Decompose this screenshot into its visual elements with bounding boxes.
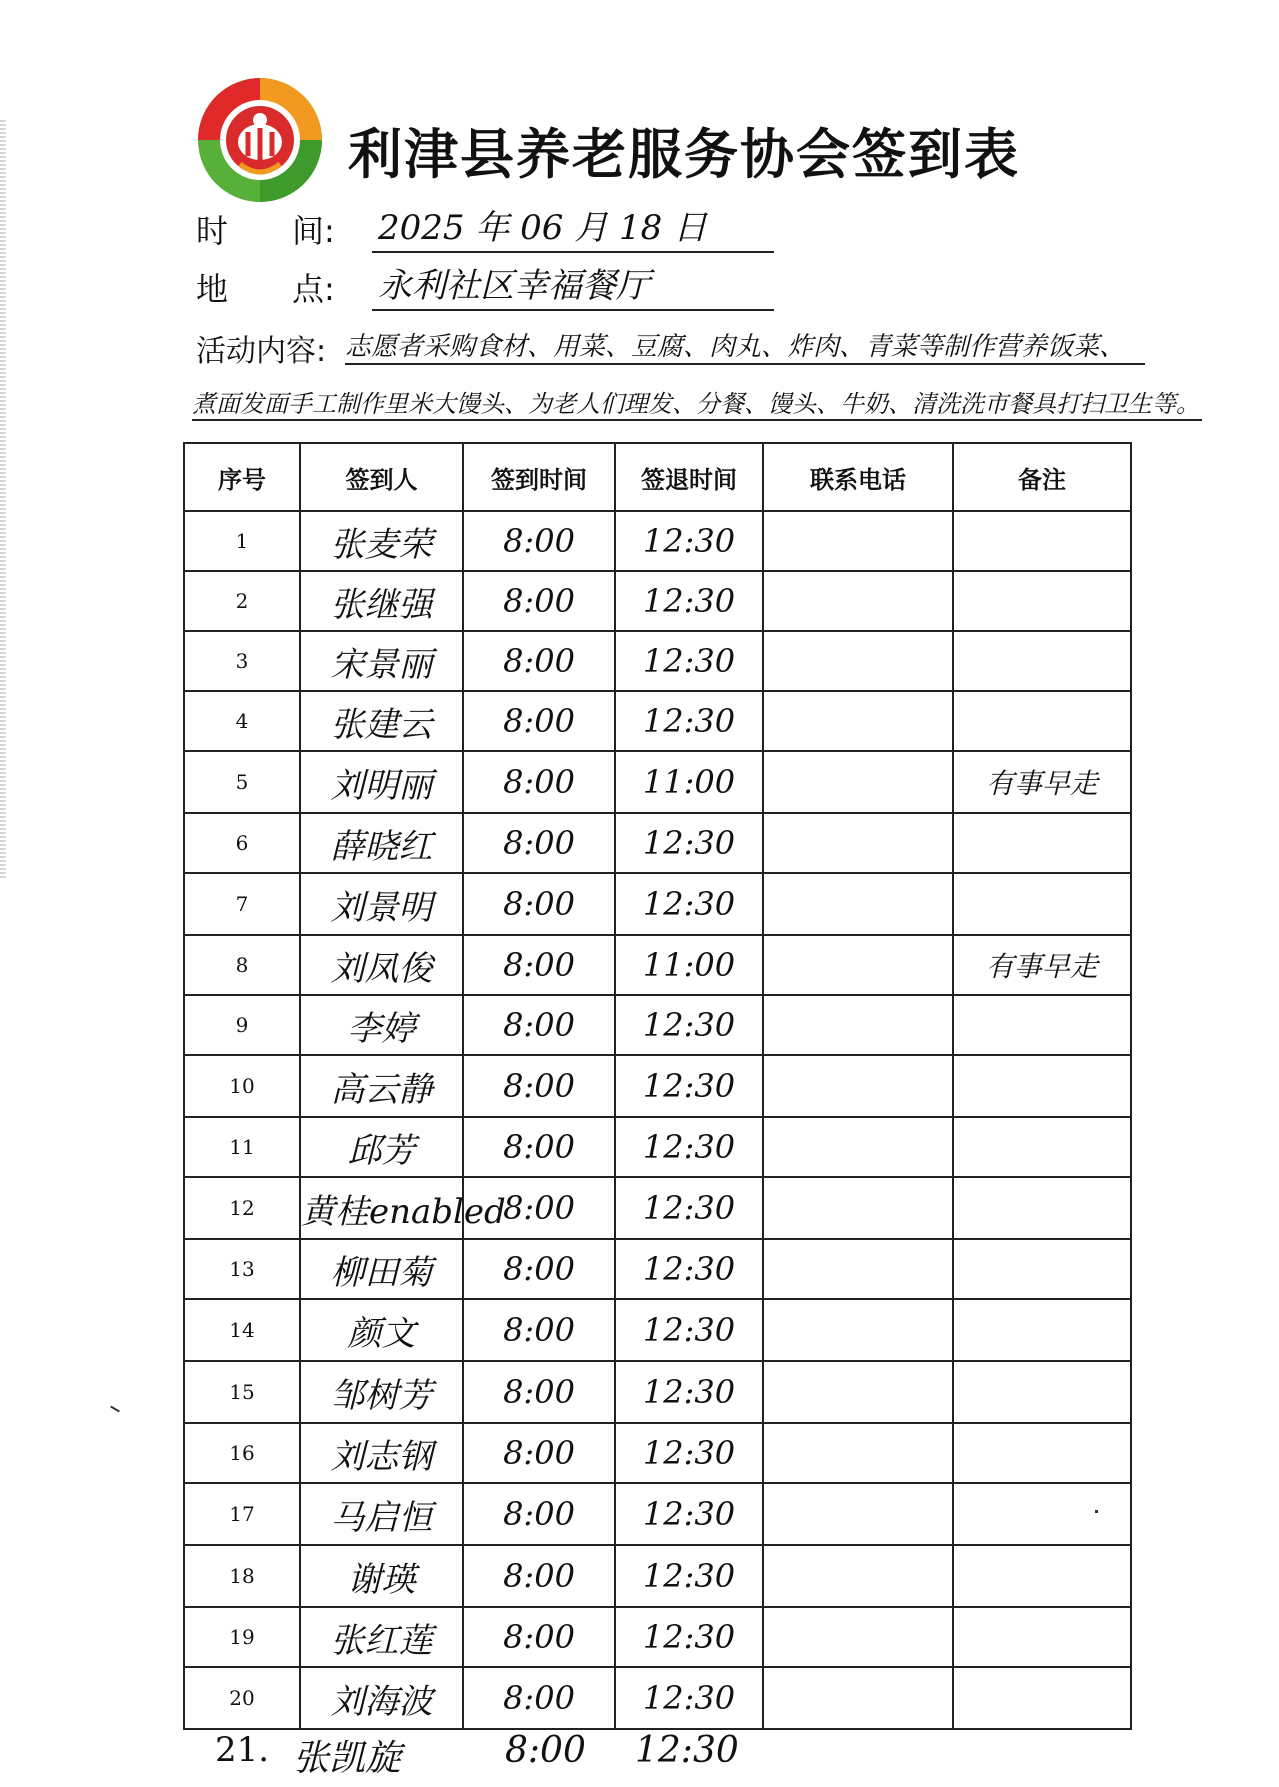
row-sign-out-time: 12:30 — [615, 1607, 763, 1667]
table-row — [184, 1177, 1131, 1239]
row-phone — [763, 1483, 953, 1545]
row-signer-name: 张建云 — [300, 691, 463, 751]
row-sign-out-time: 12:30 — [615, 1483, 763, 1545]
row-note — [953, 813, 1131, 873]
table-row — [184, 1545, 1131, 1607]
row-number: 1 — [184, 511, 300, 571]
row-number: 2 — [184, 571, 300, 631]
row-signer-name: 刘景明 — [300, 873, 463, 935]
row-note — [953, 1177, 1131, 1239]
row-number: 16 — [184, 1423, 300, 1483]
place-value: 永利社区幸福餐厅 — [372, 258, 774, 311]
row-sign-out-time: 12:30 — [615, 511, 763, 571]
row-signer-name: 马启恒 — [300, 1483, 463, 1545]
header-sign-out-time: 签退时间 — [615, 443, 763, 511]
row-phone — [763, 995, 953, 1055]
row-signer-name: 张红莲 — [300, 1607, 463, 1667]
row-signer-name: 宋景丽 — [300, 631, 463, 691]
table-row — [184, 691, 1131, 751]
row-sign-out-time: 12:30 — [615, 813, 763, 873]
header-no: 序号 — [184, 443, 300, 511]
table-row — [184, 873, 1131, 935]
extra-row-out: 12:30 — [635, 1730, 739, 1771]
row-phone — [763, 1055, 953, 1117]
table-row — [184, 1607, 1131, 1667]
row-sign-in-time: 8:00 — [463, 691, 615, 751]
row-sign-out-time: 12:30 — [615, 1423, 763, 1483]
row-number: 13 — [184, 1239, 300, 1299]
row-note: 有事早走 — [953, 935, 1131, 995]
row-phone — [763, 1239, 953, 1299]
row-sign-out-time: 12:30 — [615, 1177, 763, 1239]
row-number: 10 — [184, 1055, 300, 1117]
row-sign-out-time: 12:30 — [615, 691, 763, 751]
row-sign-out-time: 12:30 — [615, 1361, 763, 1423]
row-phone — [763, 1423, 953, 1483]
table-row — [184, 935, 1131, 995]
row-sign-out-time: 11:00 — [615, 935, 763, 995]
table-row — [184, 511, 1131, 571]
row-phone — [763, 751, 953, 813]
row-note — [953, 1055, 1131, 1117]
row-number: 4 — [184, 691, 300, 751]
row-sign-out-time: 12:30 — [615, 1545, 763, 1607]
row-sign-in-time: 8:00 — [463, 935, 615, 995]
row-sign-out-time: 11:00 — [615, 751, 763, 813]
row-signer-name: 张麦荣 — [300, 511, 463, 571]
row-sign-in-time: 8:00 — [463, 1483, 615, 1545]
row-number: 9 — [184, 995, 300, 1055]
content-label: 活动内容: — [196, 334, 327, 369]
row-number: 15 — [184, 1361, 300, 1423]
row-number: 20 — [184, 1667, 300, 1729]
row-sign-out-time: 12:30 — [615, 1299, 763, 1361]
extra-row-name: 张凯旋 — [293, 1738, 402, 1779]
row-signer-name: 张继强 — [300, 571, 463, 631]
extra-handwritten-row — [215, 1730, 1115, 1780]
row-sign-in-time: 8:00 — [463, 1361, 615, 1423]
row-number: 17 — [184, 1483, 300, 1545]
row-sign-out-time: 12:30 — [615, 631, 763, 691]
row-note — [953, 995, 1131, 1055]
row-note — [953, 1423, 1131, 1483]
content-line-2: 煮面发面手工制作里米大馒头、为老人们理发、分餐、馒头、牛奶、清洗洗市餐具打扫卫生等。 — [192, 384, 1202, 421]
row-signer-name: 谢瑛 — [300, 1545, 463, 1607]
row-number: 11 — [184, 1117, 300, 1177]
row-note — [953, 1361, 1131, 1423]
row-number: 8 — [184, 935, 300, 995]
row-phone — [763, 511, 953, 571]
time-label: 时 间: — [196, 212, 335, 250]
row-phone — [763, 1607, 953, 1667]
row-sign-out-time: 12:30 — [615, 1055, 763, 1117]
row-note — [953, 691, 1131, 751]
table-row — [184, 1667, 1131, 1729]
row-note — [953, 1483, 1131, 1545]
row-sign-in-time: 8:00 — [463, 511, 615, 571]
row-sign-in-time: 8:00 — [463, 1545, 615, 1607]
row-signer-name: 柳田菊 — [300, 1239, 463, 1299]
row-note — [953, 1607, 1131, 1667]
row-signer-name: 刘志钢 — [300, 1423, 463, 1483]
row-number: 18 — [184, 1545, 300, 1607]
table-row — [184, 751, 1131, 813]
row-sign-in-time: 8:00 — [463, 1117, 615, 1177]
row-note — [953, 1117, 1131, 1177]
row-note: 有事早走 — [953, 751, 1131, 813]
row-phone — [763, 1299, 953, 1361]
row-sign-in-time: 8:00 — [463, 1299, 615, 1361]
scan-edge-artifact — [0, 120, 6, 880]
row-number: 6 — [184, 813, 300, 873]
row-signer-name: 颜文 — [300, 1299, 463, 1361]
row-note — [953, 873, 1131, 935]
row-signer-name: 李婷 — [300, 995, 463, 1055]
row-sign-in-time: 8:00 — [463, 813, 615, 873]
row-note — [953, 571, 1131, 631]
table-row — [184, 1055, 1131, 1117]
table-row — [184, 995, 1131, 1055]
row-sign-out-time: 12:30 — [615, 995, 763, 1055]
row-sign-in-time: 8:00 — [463, 1607, 615, 1667]
row-number: 12 — [184, 1177, 300, 1239]
row-signer-name: 刘海波 — [300, 1667, 463, 1729]
row-note — [953, 1545, 1131, 1607]
header-note: 备注 — [953, 443, 1131, 511]
header-phone: 联系电话 — [763, 443, 953, 511]
sign-in-table — [183, 442, 1132, 1730]
table-header-row — [184, 443, 1131, 511]
row-phone — [763, 1117, 953, 1177]
row-signer-name: 邹树芳 — [300, 1361, 463, 1423]
row-phone — [763, 1361, 953, 1423]
row-note — [953, 511, 1131, 571]
table-row — [184, 1361, 1131, 1423]
row-sign-in-time: 8:00 — [463, 1423, 615, 1483]
association-logo — [196, 76, 324, 204]
row-note — [953, 1239, 1131, 1299]
row-signer-name: 高云静 — [300, 1055, 463, 1117]
row-sign-out-time: 12:30 — [615, 1667, 763, 1729]
row-phone — [763, 1177, 953, 1239]
row-note — [953, 1299, 1131, 1361]
table-row — [184, 1239, 1131, 1299]
row-signer-name: 黄桂enabled — [300, 1177, 463, 1239]
table-row — [184, 813, 1131, 873]
row-signer-name: 薛晓红 — [300, 813, 463, 873]
table-row — [184, 1423, 1131, 1483]
row-phone — [763, 873, 953, 935]
table-row — [184, 571, 1131, 631]
content-line-1: 志愿者采购食材、用菜、豆腐、肉丸、炸肉、青菜等制作营养饭菜、 — [345, 326, 1145, 365]
extra-row-no: 21. — [215, 1730, 270, 1770]
row-note — [953, 631, 1131, 691]
scan-speck — [110, 1406, 120, 1413]
scan-speck — [1095, 1510, 1098, 1513]
row-sign-out-time: 12:30 — [615, 1117, 763, 1177]
place-label: 地 点: — [196, 270, 335, 308]
row-sign-in-time: 8:00 — [463, 751, 615, 813]
row-sign-in-time: 8:00 — [463, 1177, 615, 1239]
row-sign-out-time: 12:30 — [615, 1239, 763, 1299]
header-name: 签到人 — [300, 443, 463, 511]
extra-row-in: 8:00 — [505, 1730, 586, 1771]
row-sign-out-time: 12:30 — [615, 873, 763, 935]
row-sign-in-time: 8:00 — [463, 995, 615, 1055]
row-sign-in-time: 8:00 — [463, 873, 615, 935]
row-sign-in-time: 8:00 — [463, 1667, 615, 1729]
row-phone — [763, 571, 953, 631]
row-sign-in-time: 8:00 — [463, 1055, 615, 1117]
table-row — [184, 1117, 1131, 1177]
row-phone — [763, 813, 953, 873]
row-number: 5 — [184, 751, 300, 813]
row-number: 3 — [184, 631, 300, 691]
row-sign-in-time: 8:00 — [463, 1239, 615, 1299]
row-number: 19 — [184, 1607, 300, 1667]
row-phone — [763, 691, 953, 751]
row-signer-name: 刘凤俊 — [300, 935, 463, 995]
page-title: 利津县养老服务协会签到表 — [348, 122, 1020, 186]
table-row — [184, 1299, 1131, 1361]
row-signer-name: 邱芳 — [300, 1117, 463, 1177]
row-number: 14 — [184, 1299, 300, 1361]
row-number: 7 — [184, 873, 300, 935]
row-sign-in-time: 8:00 — [463, 631, 615, 691]
row-phone — [763, 1545, 953, 1607]
table-row — [184, 1483, 1131, 1545]
row-note — [953, 1667, 1131, 1729]
row-phone — [763, 631, 953, 691]
header-sign-in-time: 签到时间 — [463, 443, 615, 511]
row-phone — [763, 935, 953, 995]
row-phone — [763, 1667, 953, 1729]
time-value: 2025 年 06 月 18 日 — [372, 200, 774, 253]
row-sign-out-time: 12:30 — [615, 571, 763, 631]
row-sign-in-time: 8:00 — [463, 571, 615, 631]
row-signer-name: 刘明丽 — [300, 751, 463, 813]
table-row — [184, 631, 1131, 691]
